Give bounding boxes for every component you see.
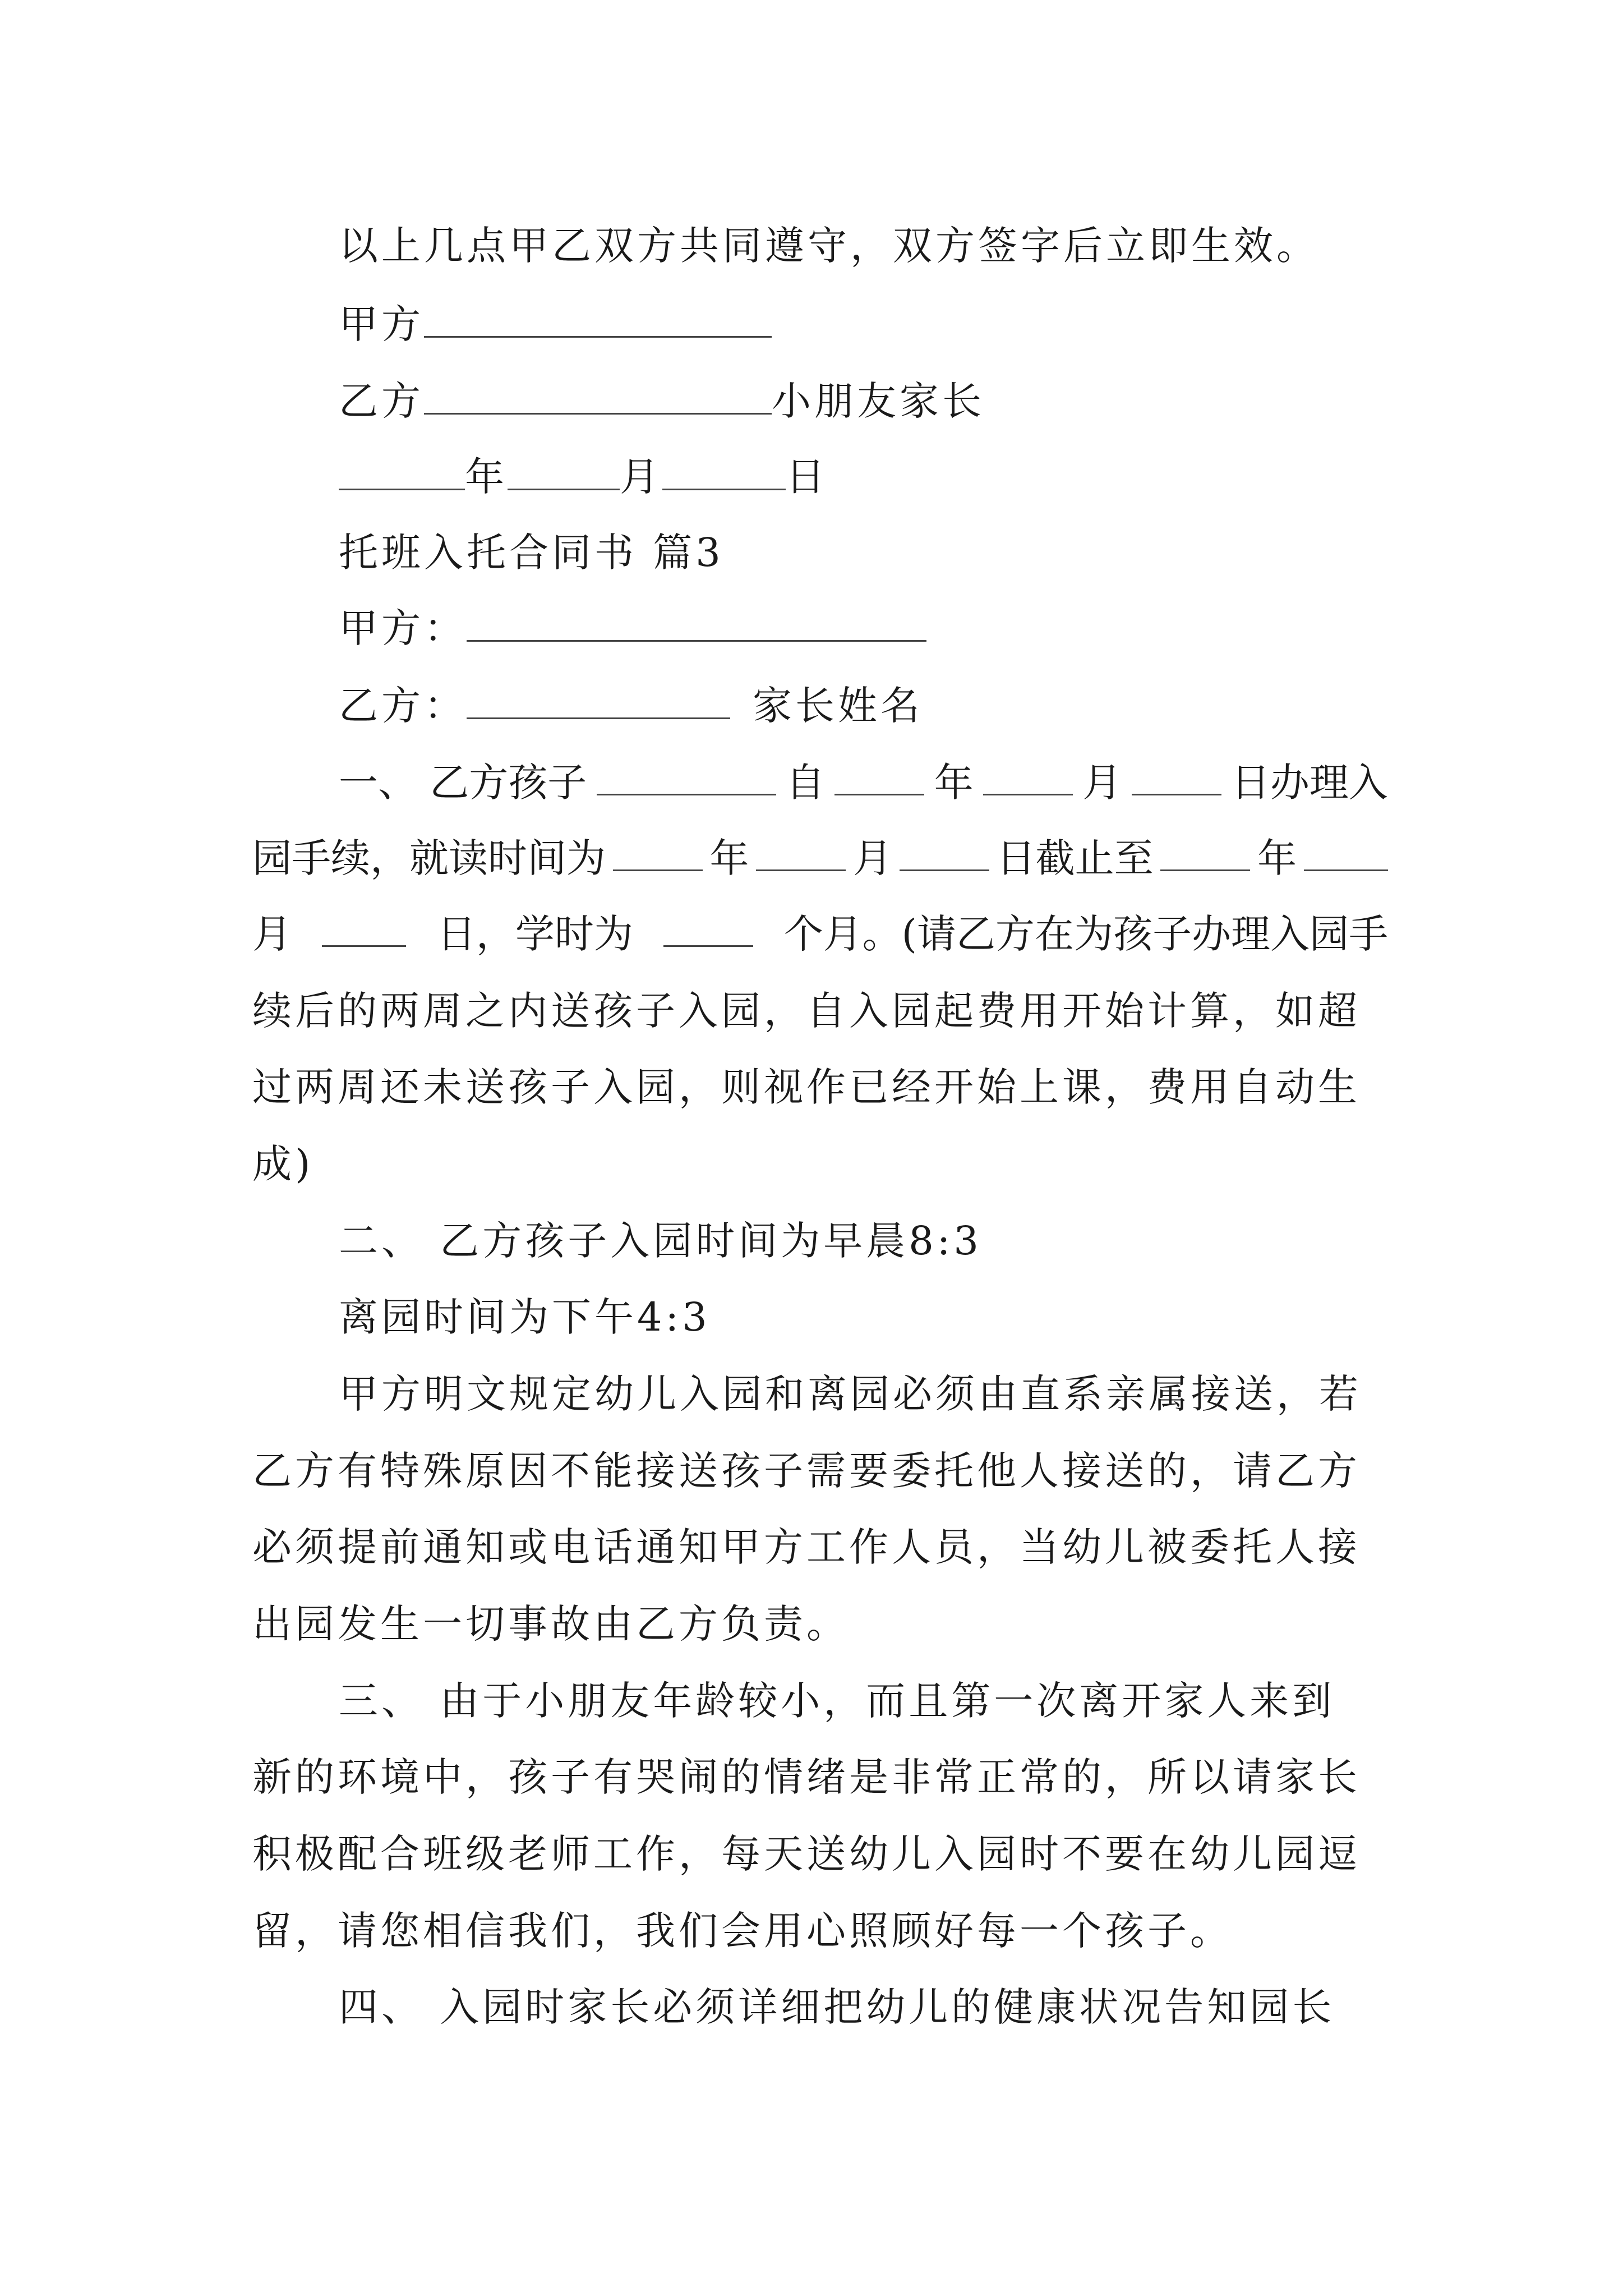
start-month-blank bbox=[983, 760, 1073, 795]
party-a-label: 甲方 bbox=[339, 301, 424, 347]
clause-2-line-6: 出园发生一切事故由乙方负责。 bbox=[252, 1601, 849, 1647]
clause-1-line-4: 续后的两周之内送孩子入园，自入园起费用开始计算，如超 bbox=[252, 988, 1361, 1034]
clause-1-text-j: 年 bbox=[1257, 835, 1297, 881]
party-b-blank bbox=[424, 379, 772, 415]
clause-1-text-d: 月 bbox=[1082, 760, 1122, 806]
party-a-blank bbox=[424, 302, 772, 338]
month-blank bbox=[508, 455, 620, 490]
clause-1-line-6: 成) bbox=[252, 1141, 314, 1187]
clause-1-text-c: 年 bbox=[934, 760, 974, 806]
clause-1-line-2 bbox=[252, 836, 1388, 881]
clause-1-text-h: 月 bbox=[853, 835, 893, 881]
clause-1-text-l: 日，学时为 bbox=[436, 911, 633, 957]
clause-1-text-m: 个月。(请乙方在为孩子办理入园手 bbox=[783, 911, 1388, 957]
clause-2-line-3: 甲方明文规定幼儿入园和离园必须由直系亲属接送，若 bbox=[339, 1371, 1362, 1417]
party-a-label-2: 甲方： bbox=[339, 605, 467, 651]
clause-1-line-3 bbox=[252, 912, 1388, 956]
clause-3-line-3: 积极配合班级老师工作，每天送幼儿入园时不要在幼儿园逗 bbox=[252, 1831, 1361, 1877]
year-blank bbox=[339, 455, 465, 490]
year-label: 年 bbox=[465, 454, 508, 500]
clause-3-line-1: 三、 由于小朋友年龄较小，而且第一次离开家人来到 bbox=[339, 1678, 1335, 1724]
clause-1-text-a: 一、 乙方孩子 bbox=[339, 760, 587, 806]
clause-1-line-5: 过两周还未送孩子入园，则视作已经开始上课，费用自动生 bbox=[252, 1064, 1361, 1110]
month-label: 月 bbox=[620, 454, 662, 500]
party-b-suffix: 小朋友家长 bbox=[772, 378, 985, 424]
party-a-line bbox=[339, 606, 926, 651]
months-blank bbox=[663, 912, 753, 947]
clause-1-text-e: 日办理入 bbox=[1230, 760, 1388, 806]
clause-4-line-1: 四、 入园时家长必须详细把幼儿的健康状况告知园长 bbox=[339, 1984, 1335, 2030]
party-a-signature-line bbox=[339, 302, 772, 347]
date-line bbox=[339, 454, 828, 499]
clause-1-text-b: 自 bbox=[785, 760, 825, 806]
clause-2-line-2: 离园时间为下午4:3 bbox=[339, 1294, 711, 1340]
clause-2-line-1: 二、 乙方孩子入园时间为早晨8:3 bbox=[339, 1218, 982, 1264]
parent-name-label: 家长姓名 bbox=[753, 683, 923, 729]
section-heading: 托班入托合同书 篇3 bbox=[339, 530, 724, 576]
from-day-blank bbox=[900, 836, 989, 871]
clause-2-line-4: 乙方有特殊原因不能接送孩子需要委托他人接送的，请乙方 bbox=[252, 1448, 1361, 1494]
party-b-blank-2 bbox=[467, 684, 730, 719]
clause-1-text-k: 月 bbox=[252, 911, 292, 957]
party-a-blank-2 bbox=[467, 606, 926, 642]
party-b-label: 乙方 bbox=[339, 378, 424, 424]
to-day-blank bbox=[322, 912, 406, 947]
day-blank bbox=[662, 455, 786, 490]
start-day-blank bbox=[1132, 760, 1221, 795]
day-label: 日 bbox=[786, 454, 828, 500]
party-b-signature-line bbox=[339, 379, 985, 424]
to-year-blank bbox=[1160, 836, 1250, 871]
clause-1-line-1 bbox=[339, 760, 1388, 805]
clause-2-line-5: 必须提前通知或电话通知甲方工作人员，当幼儿被委托人接 bbox=[252, 1524, 1361, 1570]
from-month-blank bbox=[756, 836, 846, 871]
clause-1-text-i: 日截止至 bbox=[996, 835, 1154, 881]
clause-1-text-f: 园手续，就读时间为 bbox=[252, 835, 606, 881]
child-name-blank bbox=[597, 760, 776, 795]
paragraph-effective-clause: 以上几点甲乙双方共同遵守，双方签字后立即生效。 bbox=[339, 223, 1319, 269]
clause-3-line-2: 新的环境中，孩子有哭闹的情绪是非常正常的，所以请家长 bbox=[252, 1754, 1361, 1800]
party-b-label-2: 乙方： bbox=[339, 683, 467, 729]
clause-3-line-4: 留，请您相信我们，我们会用心照顾好每一个孩子。 bbox=[252, 1908, 1233, 1954]
to-month-blank bbox=[1304, 836, 1388, 871]
clause-1-text-g: 年 bbox=[709, 835, 749, 881]
start-year-blank bbox=[834, 760, 924, 795]
party-b-line bbox=[339, 683, 923, 728]
from-year-blank bbox=[613, 836, 703, 871]
